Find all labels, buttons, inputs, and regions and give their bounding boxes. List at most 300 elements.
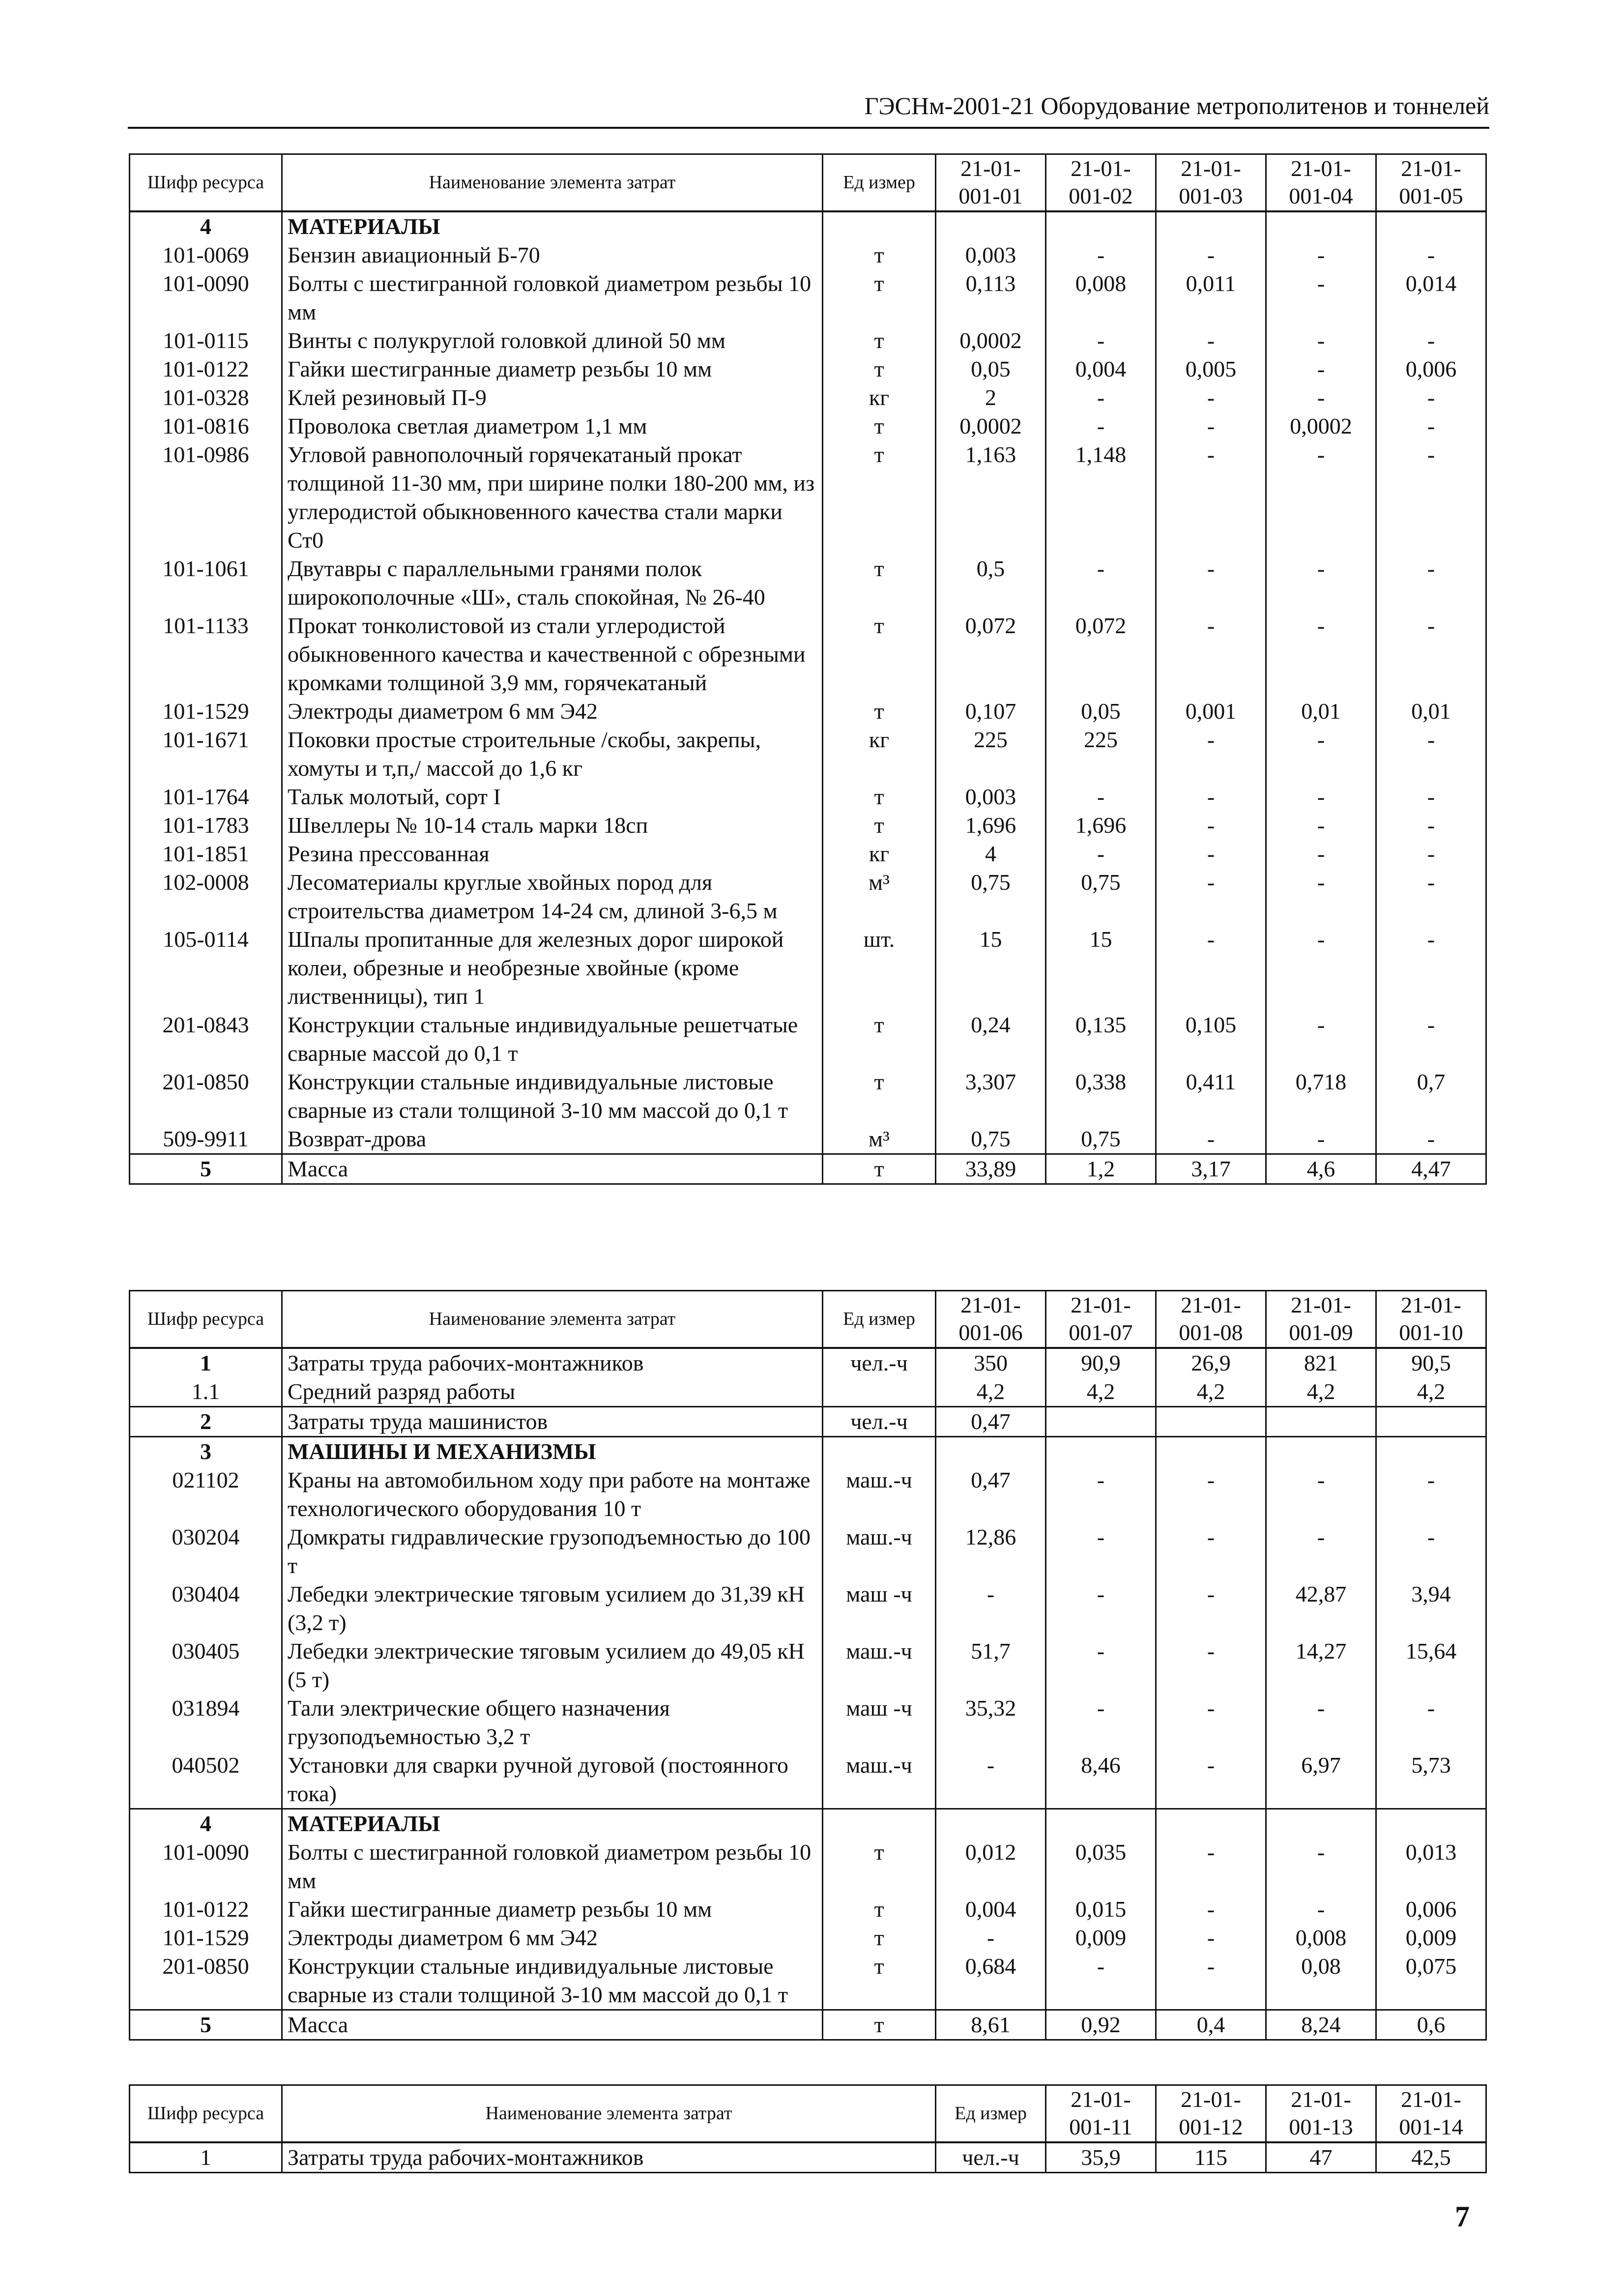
table-row-total [130, 2010, 1486, 2040]
norm-value: 0,47 [936, 1406, 1046, 1436]
resource-unit: м³ [823, 868, 936, 925]
resource-code: 021102 [130, 1466, 282, 1523]
resource-unit: чел.-ч [823, 1406, 936, 1436]
col-header-norm: 21-01-001-09 [1266, 1291, 1376, 1348]
norm-value: 4,2 [1046, 1377, 1156, 1407]
resource-unit [823, 211, 936, 241]
norm-value: 0,105 [1156, 1011, 1266, 1068]
norm-value [1266, 1406, 1376, 1436]
resource-code: 101-1133 [130, 612, 282, 697]
resource-code: 101-1529 [130, 697, 282, 726]
table-row [130, 1952, 1486, 2010]
col-header-name: Наименование элемента затрат [282, 1291, 823, 1348]
norm-value: - [1266, 355, 1376, 383]
norm-value: 0,006 [1376, 355, 1486, 383]
norm-value: 0,075 [1376, 1952, 1486, 2010]
norm-value: 350 [936, 1348, 1046, 1377]
norm-value: - [1156, 726, 1266, 783]
resource-code: 5 [130, 1154, 282, 1184]
norm-value: 225 [1046, 726, 1156, 783]
norm-value: 3,94 [1376, 1580, 1486, 1637]
resource-unit: кг [823, 840, 936, 868]
norm-value [936, 1809, 1046, 1838]
norm-value: 8,24 [1266, 2010, 1376, 2040]
resource-name: Двутавры с параллельными гранями полок широкополочные «Ш», сталь спокойная, № 26-40 [282, 555, 823, 612]
resource-unit: т [823, 1838, 936, 1895]
norm-value: - [1156, 840, 1266, 868]
resource-code: 101-0090 [130, 269, 282, 326]
norm-value: 4,2 [1266, 1377, 1376, 1407]
table-row [130, 412, 1486, 440]
norm-value: - [1046, 555, 1156, 612]
norm-value: 0,5 [936, 555, 1046, 612]
resource-name: Лебедки электрические тяговым усилием до 49,05 кН (5 т) [282, 1637, 823, 1694]
norm-value: 0,035 [1046, 1838, 1156, 1895]
norm-value: - [1156, 1125, 1266, 1154]
resource-code: 101-1851 [130, 840, 282, 868]
resource-table-2 [129, 1290, 1487, 2041]
table-row [130, 1924, 1486, 1952]
table-row [130, 355, 1486, 383]
resource-code: 5 [130, 2010, 282, 2040]
norm-value: 0,012 [936, 1838, 1046, 1895]
resource-code: 030405 [130, 1637, 282, 1694]
resource-code: 031894 [130, 1694, 282, 1751]
norm-value: - [1156, 811, 1266, 840]
table-row [130, 2142, 1486, 2173]
norm-value: - [1046, 1694, 1156, 1751]
norm-value: - [1266, 840, 1376, 868]
norm-value: - [1156, 1694, 1266, 1751]
resource-unit: т [823, 1068, 936, 1125]
norm-value: - [1046, 383, 1156, 412]
resource-unit: т [823, 612, 936, 697]
norm-value: - [1376, 1694, 1486, 1751]
resource-name: Резина прессованная [282, 840, 823, 868]
table-row [130, 840, 1486, 868]
table-row [130, 1637, 1486, 1694]
norm-value: 1,148 [1046, 440, 1156, 555]
norm-value: 0,005 [1156, 355, 1266, 383]
norm-value: - [1156, 1952, 1266, 2010]
col-header-code: Шифр ресурса [130, 1291, 282, 1348]
norm-value: 0,05 [936, 355, 1046, 383]
norm-value [1046, 1436, 1156, 1466]
col-header-norm: 21-01-001-10 [1376, 1291, 1486, 1348]
norm-value: 33,89 [936, 1154, 1046, 1184]
norm-value: - [936, 1751, 1046, 1809]
table-row [130, 383, 1486, 412]
norm-value: 0,072 [936, 612, 1046, 697]
norm-value: - [1376, 868, 1486, 925]
norm-value: - [1376, 241, 1486, 269]
norm-value: - [1266, 1694, 1376, 1751]
norm-value: 0,135 [1046, 1011, 1156, 1068]
resource-name: МАТЕРИАЛЫ [282, 211, 823, 241]
table-row-section [130, 211, 1486, 241]
norm-value: 4,2 [1156, 1377, 1266, 1407]
table-row [130, 440, 1486, 555]
table-row [130, 1125, 1486, 1154]
norm-value: - [1266, 868, 1376, 925]
norm-value: 0,338 [1046, 1068, 1156, 1125]
norm-value: - [1046, 1637, 1156, 1694]
table-row-section [130, 1436, 1486, 1466]
norm-value: - [1266, 1895, 1376, 1924]
norm-value: - [1156, 1924, 1266, 1952]
norm-value: - [1156, 1637, 1266, 1694]
table-row [130, 1694, 1486, 1751]
norm-value: 14,27 [1266, 1637, 1376, 1694]
resource-unit: кг [823, 383, 936, 412]
resource-name: Шпалы пропитанные для железных дорог широкой колеи, обрезные и необрезные хвойные (кроме лиственницы), тип 1 [282, 925, 823, 1011]
norm-value: 0,0002 [936, 326, 1046, 355]
norm-value: 5,73 [1376, 1751, 1486, 1809]
norm-value: - [1266, 241, 1376, 269]
resource-code: 101-0328 [130, 383, 282, 412]
norm-value: - [1156, 1523, 1266, 1580]
resource-table-1 [129, 153, 1487, 1185]
resource-unit: т [823, 355, 936, 383]
norm-value: 0,003 [936, 241, 1046, 269]
table-row [130, 241, 1486, 269]
resource-code: 101-0090 [130, 1838, 282, 1895]
resource-name: Гайки шестигранные диаметр резьбы 10 мм [282, 355, 823, 383]
col-header-norm: 21-01-001-04 [1266, 154, 1376, 211]
resource-name: Гайки шестигранные диаметр резьбы 10 мм [282, 1895, 823, 1924]
page-number: 7 [1455, 2200, 1470, 2233]
resource-name: Краны на автомобильном ходу при работе на монтаже технологического оборудования 10 т [282, 1466, 823, 1523]
resource-unit: т [823, 697, 936, 726]
norm-value: 0,013 [1376, 1838, 1486, 1895]
norm-value: - [1156, 925, 1266, 1011]
norm-value [1046, 1406, 1156, 1436]
resource-name: Затраты труда рабочих-монтажников [282, 1348, 823, 1377]
table-row [130, 1377, 1486, 1407]
norm-value: - [1266, 1125, 1376, 1154]
resource-name: Электроды диаметром 6 мм Э42 [282, 697, 823, 726]
resource-code: 040502 [130, 1751, 282, 1809]
norm-value: 0,0002 [936, 412, 1046, 440]
resource-name: Возврат-дрова [282, 1125, 823, 1154]
table-row [130, 326, 1486, 355]
norm-value: - [1376, 1466, 1486, 1523]
col-header-norm: 21-01-001-12 [1156, 2085, 1266, 2142]
table-row [130, 697, 1486, 726]
resource-unit: маш -ч [823, 1580, 936, 1637]
norm-value: 51,7 [936, 1637, 1046, 1694]
resource-unit: т [823, 555, 936, 612]
table-row [130, 811, 1486, 840]
norm-value: 0,4 [1156, 2010, 1266, 2040]
norm-value [1266, 1436, 1376, 1466]
table-row-section [130, 1406, 1486, 1436]
resource-unit: т [823, 1154, 936, 1184]
resource-unit: чел.-ч [823, 1348, 936, 1377]
table-row [130, 1011, 1486, 1068]
norm-value: - [1376, 726, 1486, 783]
col-header-norm: 21-01-001-03 [1156, 154, 1266, 211]
norm-value: 0,92 [1046, 2010, 1156, 2040]
resource-unit: маш.-ч [823, 1466, 936, 1523]
norm-value: - [1156, 326, 1266, 355]
resource-code: 4 [130, 1809, 282, 1838]
norm-value: - [1376, 811, 1486, 840]
norm-value: - [1376, 925, 1486, 1011]
norm-value: - [1156, 868, 1266, 925]
resource-unit: т [823, 1952, 936, 2010]
resource-code: 101-0069 [130, 241, 282, 269]
norm-value: 4,2 [936, 1377, 1046, 1407]
table-row [130, 1751, 1486, 1809]
norm-value: 0,01 [1376, 697, 1486, 726]
norm-value: - [1376, 840, 1486, 868]
norm-value: 0,6 [1376, 2010, 1486, 2040]
col-header-name: Наименование элемента затрат [282, 2085, 936, 2142]
norm-value: - [1156, 1895, 1266, 1924]
norm-value: 0,47 [936, 1466, 1046, 1523]
norm-value [1046, 1809, 1156, 1838]
norm-value: 0,75 [1046, 1125, 1156, 1154]
resource-unit: т [823, 269, 936, 326]
norm-value: 0,011 [1156, 269, 1266, 326]
resource-name: Лесоматериалы круглые хвойных пород для строительства диаметром 14-24 см, длиной 3-6,5 м [282, 868, 823, 925]
resource-name: Тали электрические общего назначения грузоподъемностью 3,2 т [282, 1694, 823, 1751]
norm-value: - [1266, 555, 1376, 612]
norm-value [1266, 1809, 1376, 1838]
table-row [130, 1580, 1486, 1637]
norm-value: 15 [1046, 925, 1156, 1011]
norm-value [1376, 1436, 1486, 1466]
table-row [130, 269, 1486, 326]
norm-value: 15 [936, 925, 1046, 1011]
norm-value: - [1046, 1466, 1156, 1523]
table-row [130, 1523, 1486, 1580]
norm-value: - [1376, 412, 1486, 440]
resource-name: Швеллеры № 10-14 сталь марки 18сп [282, 811, 823, 840]
resource-code: 1.1 [130, 1377, 282, 1407]
norm-value: 0,7 [1376, 1068, 1486, 1125]
resource-code: 101-1529 [130, 1924, 282, 1952]
resource-name: Электроды диаметром 6 мм Э42 [282, 1924, 823, 1952]
norm-value: 0,009 [1376, 1924, 1486, 1952]
norm-value: 90,5 [1376, 1348, 1486, 1377]
table-row [130, 925, 1486, 1011]
resource-code: 101-0986 [130, 440, 282, 555]
norm-value: 0,008 [1266, 1924, 1376, 1952]
norm-value: - [1266, 811, 1376, 840]
norm-value: - [1156, 241, 1266, 269]
norm-value: 225 [936, 726, 1046, 783]
resource-code: 201-0850 [130, 1068, 282, 1125]
norm-value: - [1266, 440, 1376, 555]
col-header-unit: Ед измер [936, 2085, 1046, 2142]
norm-value: 0,01 [1266, 697, 1376, 726]
norm-value: 0,24 [936, 1011, 1046, 1068]
norm-value: 0,75 [936, 1125, 1046, 1154]
resource-code: 030204 [130, 1523, 282, 1580]
resource-code: 102-0008 [130, 868, 282, 925]
norm-value: - [1266, 269, 1376, 326]
resource-name: МАШИНЫ И МЕХАНИЗМЫ [282, 1436, 823, 1466]
resource-name: Угловой равнополочный горячекатаный прокат толщиной 11-30 мм, при ширине полки 180-200 мм, из углеродистой обыкновенного качества стали марки Ст0 [282, 440, 823, 555]
norm-value: 0,05 [1046, 697, 1156, 726]
norm-value: 0,072 [1046, 612, 1156, 697]
col-header-norm: 21-01-001-13 [1266, 2085, 1376, 2142]
norm-value: - [1156, 1751, 1266, 1809]
norm-value: 1,696 [1046, 811, 1156, 840]
resource-name: Прокат тонколистовой из стали углеродистой обыкновенного качества и качественной с обрезными кромками толщиной 3,9 мм, горячекатаный [282, 612, 823, 697]
resource-name: Домкраты гидравлические грузоподъемностью до 100 т [282, 1523, 823, 1580]
resource-name: Клей резиновый П-9 [282, 383, 823, 412]
resource-name: Масса [282, 2010, 823, 2040]
resource-name: Затраты труда рабочих-монтажников [282, 2142, 936, 2173]
resource-unit [823, 1436, 936, 1466]
norm-value: - [1376, 1523, 1486, 1580]
norm-value: 0,004 [1046, 355, 1156, 383]
norm-value: 2 [936, 383, 1046, 412]
table-row [130, 726, 1486, 783]
resource-unit: шт. [823, 925, 936, 1011]
col-header-code: Шифр ресурса [130, 2085, 282, 2142]
resource-unit [823, 1809, 936, 1838]
col-header-norm: 21-01-001-06 [936, 1291, 1046, 1348]
norm-value [1156, 211, 1266, 241]
norm-value: 115 [1156, 2142, 1266, 2173]
norm-value: 90,9 [1046, 1348, 1156, 1377]
norm-value: - [1046, 326, 1156, 355]
table-row-section [130, 1809, 1486, 1838]
norm-value: 15,64 [1376, 1637, 1486, 1694]
norm-value: - [1046, 241, 1156, 269]
resource-unit: м³ [823, 1125, 936, 1154]
resource-unit [823, 1377, 936, 1407]
norm-value [1156, 1406, 1266, 1436]
norm-value: 42,87 [1266, 1580, 1376, 1637]
resource-name: Затраты труда машинистов [282, 1406, 823, 1436]
header-rule [128, 127, 1489, 129]
norm-value: 0,411 [1156, 1068, 1266, 1125]
norm-value: - [1266, 783, 1376, 811]
resource-code: 101-0115 [130, 326, 282, 355]
norm-value: 8,46 [1046, 1751, 1156, 1809]
norm-value: 6,97 [1266, 1751, 1376, 1809]
table-row [130, 783, 1486, 811]
norm-value: 0,014 [1376, 269, 1486, 326]
resource-unit: т [823, 1011, 936, 1068]
resource-name: Винты с полукруглой головкой длиной 50 мм [282, 326, 823, 355]
table-row [130, 868, 1486, 925]
norm-value [1266, 211, 1376, 241]
resource-name: Конструкции стальные индивидуальные листовые сварные из стали толщиной 3-10 мм массой до 0,1 т [282, 1952, 823, 2010]
norm-value: 0,107 [936, 697, 1046, 726]
norm-value: - [1266, 726, 1376, 783]
resource-name: Установки для сварки ручной дуговой (постоянного тока) [282, 1751, 823, 1809]
resource-code: 1 [130, 2142, 282, 2173]
norm-value: 1,163 [936, 440, 1046, 555]
norm-value: 821 [1266, 1348, 1376, 1377]
norm-value: - [1156, 1838, 1266, 1895]
resource-name: Болты с шестигранной головкой диаметром резьбы 10 мм [282, 269, 823, 326]
norm-value [1156, 1436, 1266, 1466]
norm-value: 26,9 [1156, 1348, 1266, 1377]
resource-name: Тальк молотый, сорт I [282, 783, 823, 811]
norm-value: - [1046, 1580, 1156, 1637]
table-row-section [130, 1348, 1486, 1377]
resource-unit: т [823, 1895, 936, 1924]
resource-code: 101-0122 [130, 355, 282, 383]
col-header-unit: Ед измер [823, 154, 936, 211]
norm-value: - [936, 1580, 1046, 1637]
resource-code: 030404 [130, 1580, 282, 1637]
table-row-total [130, 1154, 1486, 1184]
norm-value: - [1046, 783, 1156, 811]
col-header-norm: 21-01-001-01 [936, 154, 1046, 211]
norm-value [1376, 1809, 1486, 1838]
norm-value: 4,2 [1376, 1377, 1486, 1407]
resource-unit: т [823, 811, 936, 840]
norm-value: - [1156, 412, 1266, 440]
resource-code: 509-9911 [130, 1125, 282, 1154]
resource-unit: т [823, 241, 936, 269]
resource-code: 4 [130, 211, 282, 241]
norm-value: 0,75 [936, 868, 1046, 925]
norm-value: 42,5 [1376, 2142, 1486, 2173]
resource-code: 2 [130, 1406, 282, 1436]
resource-unit: маш.-ч [823, 1751, 936, 1809]
norm-value: 35,9 [1046, 2142, 1156, 2173]
resource-name: Конструкции стальные индивидуальные листовые сварные из стали толщиной 3-10 мм массой до 0,1 т [282, 1068, 823, 1125]
norm-value [936, 211, 1046, 241]
page-header: ГЭСНм-2001-21 Оборудование метрополитенов и тоннелей [864, 92, 1489, 119]
resource-unit: чел.-ч [936, 2142, 1046, 2173]
col-header-norm: 21-01-001-11 [1046, 2085, 1156, 2142]
norm-value: - [936, 1924, 1046, 1952]
norm-value: - [1266, 612, 1376, 697]
norm-value: - [1156, 383, 1266, 412]
table-row [130, 1068, 1486, 1125]
norm-value: - [1376, 612, 1486, 697]
table-row [130, 1838, 1486, 1895]
norm-value: 4,6 [1266, 1154, 1376, 1184]
norm-value: 3,17 [1156, 1154, 1266, 1184]
norm-value: 3,307 [936, 1068, 1046, 1125]
resource-name: Проволока светлая диаметром 1,1 мм [282, 412, 823, 440]
norm-value: - [1376, 440, 1486, 555]
norm-value: 0,006 [1376, 1895, 1486, 1924]
norm-value: 0,004 [936, 1895, 1046, 1924]
col-header-norm: 21-01-001-08 [1156, 1291, 1266, 1348]
norm-value: - [1156, 783, 1266, 811]
resource-name: Поковки простые строительные /скобы, закрепы, хомуты и т,п,/ массой до 1,6 кг [282, 726, 823, 783]
norm-value [1046, 211, 1156, 241]
resource-name: Конструкции стальные индивидуальные решетчатые сварные массой до 0,1 т [282, 1011, 823, 1068]
col-header-norm: 21-01-001-05 [1376, 154, 1486, 211]
norm-value: 0,718 [1266, 1068, 1376, 1125]
col-header-norm: 21-01-001-02 [1046, 154, 1156, 211]
norm-value: - [1046, 840, 1156, 868]
resource-name: МАТЕРИАЛЫ [282, 1809, 823, 1838]
norm-value: - [1376, 1125, 1486, 1154]
resource-code: 101-1764 [130, 783, 282, 811]
norm-value: - [1266, 1011, 1376, 1068]
col-header-unit: Ед измер [823, 1291, 936, 1348]
resource-code: 101-1671 [130, 726, 282, 783]
resource-name: Лебедки электрические тяговым усилием до 31,39 кН (3,2 т) [282, 1580, 823, 1637]
norm-value: 35,32 [936, 1694, 1046, 1751]
resource-code: 101-1783 [130, 811, 282, 840]
resource-code: 101-1061 [130, 555, 282, 612]
